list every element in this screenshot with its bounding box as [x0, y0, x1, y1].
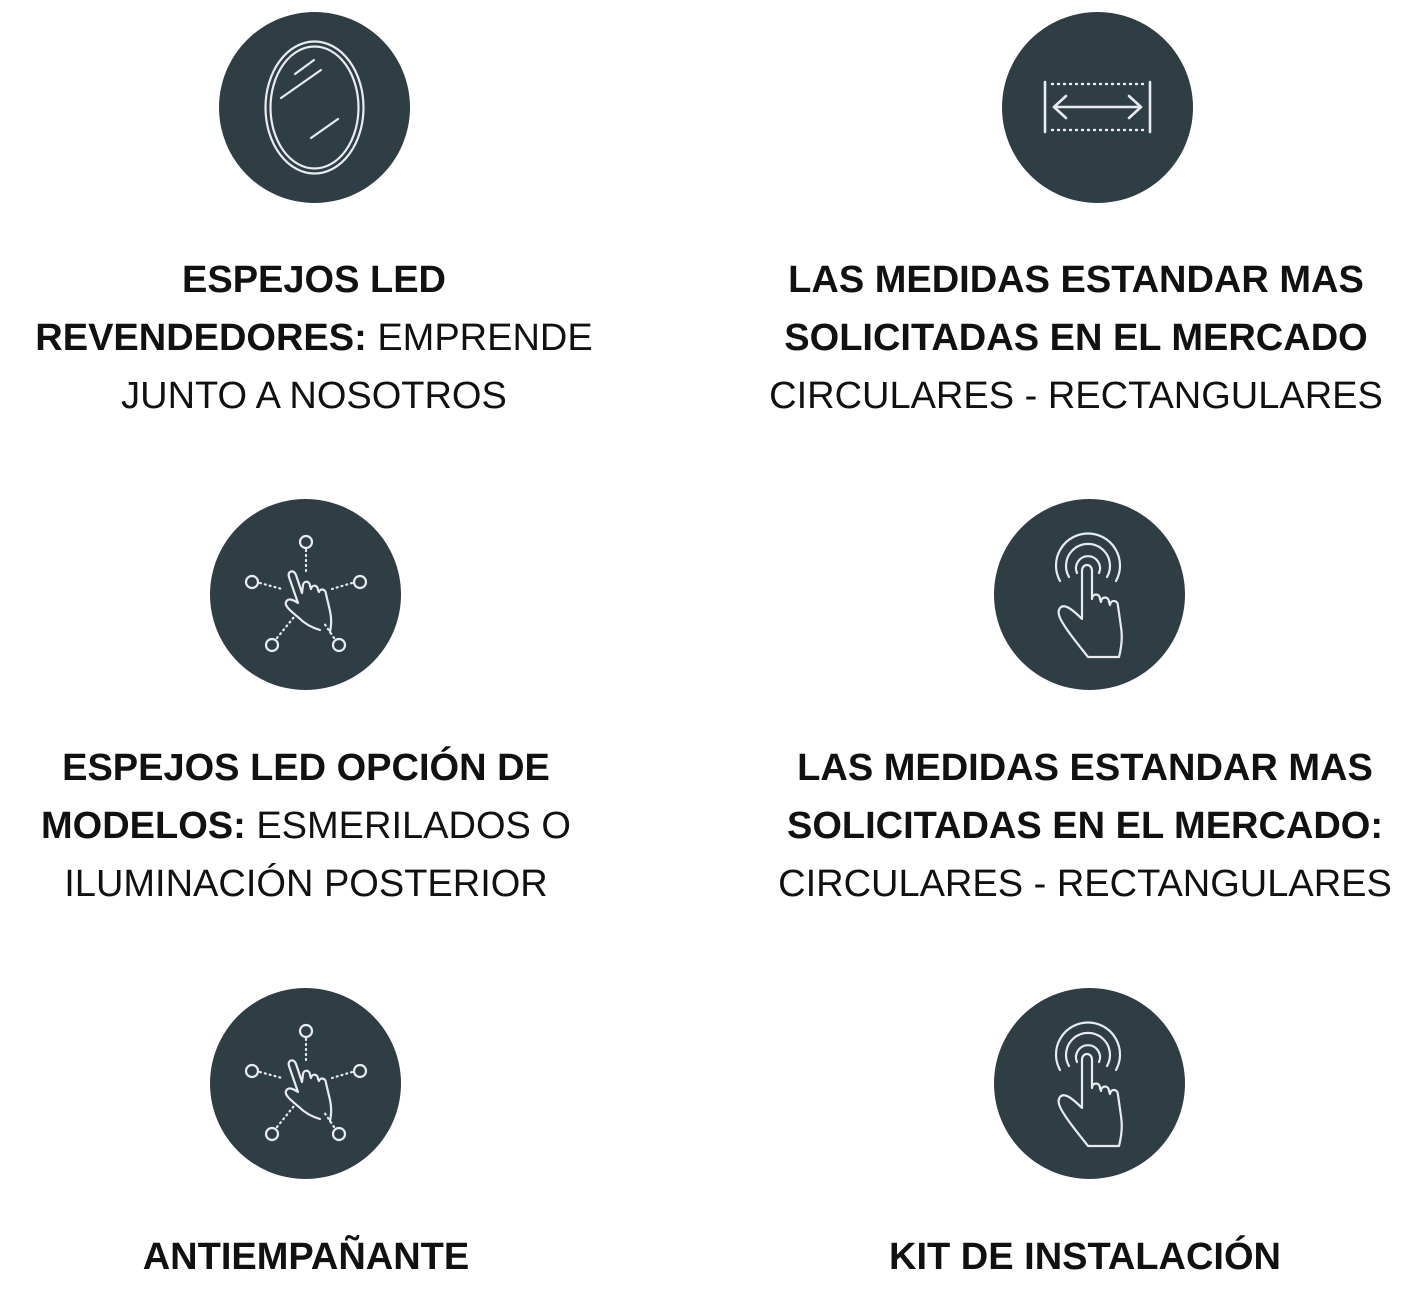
caption-regular: CIRCULARES - RECTANGULARES	[769, 375, 1383, 417]
caption-bold: REVENDEDORES:	[35, 317, 367, 359]
caption-bold: MODELOS:	[41, 805, 246, 847]
caption-bold: LAS MEDIDAS ESTANDAR MAS	[797, 747, 1373, 789]
caption-bold: SOLICITADAS EN EL MERCADO:	[786, 805, 1384, 847]
caption-bold: SOLICITADAS EN EL MERCADO	[784, 317, 1368, 359]
caption-bold: ESPEJOS LED OPCIÓN DE	[62, 747, 550, 789]
caption-regular: JUNTO A NOSOTROS	[121, 375, 507, 417]
feature-caption	[14, 251, 614, 425]
touch-button-icon	[994, 499, 1185, 690]
feature-caption	[6, 739, 606, 913]
touch-button-icon	[994, 988, 1185, 1179]
caption-bold: ANTIEMPAÑANTE	[142, 1236, 470, 1278]
caption-regular: EMPRENDE	[366, 317, 593, 359]
feature-caption	[760, 251, 1392, 425]
caption-bold: ESPEJOS LED	[182, 259, 446, 301]
caption-regular: ESMERILADOS O	[245, 805, 571, 847]
caption-bold: LAS MEDIDAS ESTANDAR MAS	[788, 259, 1364, 301]
caption-bold: KIT DE INSTALACIÓN	[889, 1236, 1281, 1278]
touch-options-icon	[210, 499, 401, 690]
caption-regular: ILUMINACIÓN POSTERIOR	[64, 863, 548, 905]
width-measure-icon	[1002, 12, 1193, 203]
feature-caption	[6, 1228, 606, 1286]
oval-mirror-icon	[219, 12, 410, 203]
feature-caption	[769, 1228, 1401, 1286]
touch-options-icon	[210, 988, 401, 1179]
caption-regular: CIRCULARES - RECTANGULARES	[778, 863, 1392, 905]
feature-caption	[769, 739, 1401, 913]
